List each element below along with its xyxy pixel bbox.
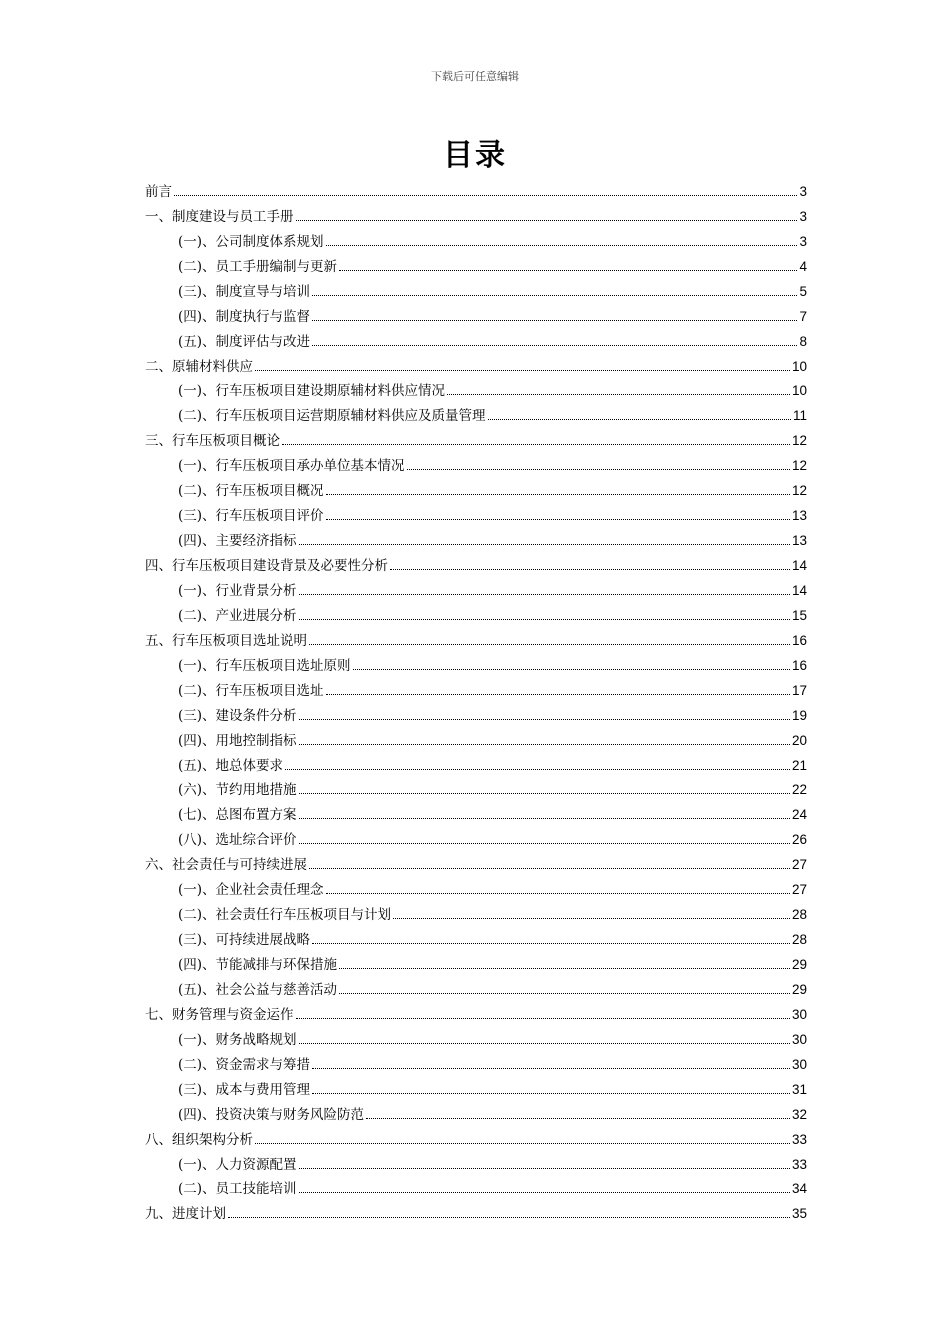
- toc-entry-section[interactable]: [145, 674, 807, 699]
- toc-entry-label: (三)、建设条件分析: [178, 707, 297, 724]
- toc-entry-page-number: 20: [791, 732, 807, 748]
- toc-entry-section[interactable]: [145, 250, 807, 275]
- toc-dot-leader: [339, 993, 790, 994]
- toc-dot-leader: [228, 1217, 790, 1218]
- toc-entry-page-number: 35: [791, 1206, 807, 1222]
- toc-entry-page-number: 10: [791, 358, 807, 374]
- toc-entry-section[interactable]: [145, 1073, 807, 1098]
- toc-entry-page-number: 14: [791, 558, 807, 573]
- toc-dot-leader: [299, 619, 790, 620]
- toc-entry-page-number: 28: [791, 907, 807, 923]
- toc-entry-label: (三)、成本与费用管理: [178, 1081, 311, 1098]
- toc-entry-label: (五)、社会公益与慈善活动: [178, 981, 338, 998]
- toc-entry-page-number: 10: [791, 383, 807, 399]
- toc-entry-label: (一)、行车压板项目选址原则: [178, 657, 351, 674]
- toc-entry-label: (二)、社会责任行车压板项目与计划: [178, 907, 392, 924]
- toc-dot-leader: [255, 370, 790, 371]
- toc-entry-label: (一)、行车压板项目承办单位基本情况: [178, 458, 405, 475]
- toc-entry-chapter[interactable]: [145, 1123, 807, 1148]
- toc-entry-chapter[interactable]: [145, 175, 807, 200]
- toc-entry-label: (四)、节能减排与环保措施: [178, 957, 338, 973]
- toc-entry-section[interactable]: [145, 1098, 807, 1123]
- toc-entry-section[interactable]: [145, 325, 807, 350]
- toc-entry-section[interactable]: [145, 474, 807, 499]
- toc-dot-leader: [299, 594, 790, 595]
- toc-entry-label: (二)、行车压板项目选址: [178, 682, 324, 699]
- toc-entry-label: (一)、行业背景分析: [178, 582, 297, 599]
- toc-dot-leader: [488, 419, 791, 420]
- toc-entry-label: (二)、员工技能培训: [178, 1181, 297, 1198]
- toc-entry-label: (三)、制度宣导与培训: [178, 283, 311, 300]
- toc-entry-page-number: 3: [799, 233, 807, 249]
- toc-entry-page-number: 30: [791, 1031, 807, 1047]
- toc-entry-section[interactable]: [145, 499, 807, 524]
- toc-dot-leader: [296, 1018, 790, 1019]
- toc-entry-chapter[interactable]: [145, 624, 807, 649]
- toc-entry-section[interactable]: [145, 375, 807, 400]
- toc-entry-label: (二)、行车压板项目运营期原辅材料供应及质量管理: [178, 408, 486, 425]
- toc-dot-leader: [326, 694, 790, 695]
- toc-dot-leader: [285, 769, 790, 770]
- toc-entry-label: (一)、行车压板项目建设期原辅材料供应情况: [178, 383, 446, 400]
- toc-dot-leader: [312, 295, 797, 296]
- toc-entry-section[interactable]: [145, 1023, 807, 1048]
- toc-entry-section[interactable]: [145, 574, 807, 599]
- toc-entry-page-number: 29: [791, 981, 807, 997]
- toc-entry-section[interactable]: [145, 798, 807, 823]
- toc-entry-chapter[interactable]: [145, 549, 807, 574]
- toc-entry-chapter[interactable]: [145, 424, 807, 449]
- toc-dot-leader: [299, 544, 790, 545]
- toc-dot-leader: [309, 868, 790, 869]
- toc-entry-label: (一)、企业社会责任理念: [178, 882, 324, 899]
- toc-entry-section[interactable]: [145, 524, 807, 549]
- toc-entry-section[interactable]: [145, 923, 807, 948]
- toc-entry-page-number: 30: [791, 1056, 807, 1072]
- toc-dot-leader: [299, 843, 790, 844]
- toc-entry-label: 四、行车压板项目建设背景及必要性分析: [145, 558, 388, 574]
- toc-dot-leader: [299, 719, 790, 720]
- toc-dot-leader: [326, 519, 790, 520]
- toc-entry-page-number: 12: [791, 433, 807, 449]
- toc-entry-page-number: 4: [799, 258, 807, 274]
- toc-entry-section[interactable]: [145, 724, 807, 749]
- header-note: 下载后可任意编辑: [431, 70, 519, 83]
- toc-entry-page-number: 12: [791, 483, 807, 499]
- toc-entry-label: (二)、员工手册编制与更新: [178, 258, 338, 275]
- toc-entry-page-number: 31: [791, 1081, 807, 1097]
- toc-entry-page-number: 29: [791, 957, 807, 972]
- toc-entry-label: (六)、节约用地措施: [178, 782, 297, 799]
- toc-entry-section[interactable]: [145, 399, 807, 424]
- toc-entry-label: (一)、人力资源配置: [178, 1156, 297, 1173]
- toc-entry-label: (四)、投资决策与财务风险防范: [178, 1106, 365, 1123]
- toc-entry-page-number: 33: [791, 1131, 807, 1147]
- toc-dot-leader: [312, 1093, 790, 1094]
- toc-entry-page-number: 5: [799, 283, 807, 299]
- toc-entry-label: (三)、行车压板项目评价: [178, 508, 324, 525]
- toc-entry-section[interactable]: [145, 749, 807, 774]
- toc-entry-chapter[interactable]: [145, 998, 807, 1023]
- toc-entry-chapter[interactable]: [145, 350, 807, 375]
- toc-entry-section[interactable]: [145, 873, 807, 898]
- toc-entry-section[interactable]: [145, 300, 807, 325]
- toc-entry-label: (五)、制度评估与改进: [178, 333, 311, 350]
- toc-entry-page-number: 34: [791, 1181, 807, 1197]
- toc-dot-leader: [407, 469, 790, 470]
- toc-entry-label: 五、行车压板项目选址说明: [145, 632, 307, 649]
- toc-entry-section[interactable]: [145, 1048, 807, 1073]
- toc-entry-label: 八、组织架构分析: [145, 1131, 253, 1148]
- toc-entry-section[interactable]: [145, 275, 807, 300]
- toc-entry-page-number: 19: [791, 707, 807, 723]
- toc-entry-section[interactable]: [145, 699, 807, 724]
- toc-dot-leader: [299, 1192, 790, 1193]
- toc-entry-page-number: 27: [791, 882, 807, 898]
- toc-entry-chapter[interactable]: [145, 848, 807, 873]
- toc-entry-page-number: 13: [791, 508, 807, 524]
- toc-entry-page-number: 11: [792, 408, 807, 424]
- toc-dot-leader: [282, 444, 790, 445]
- toc-entry-label: (二)、资金需求与筹措: [178, 1056, 311, 1073]
- toc-entry-section[interactable]: [145, 1173, 807, 1198]
- toc-dot-leader: [312, 345, 797, 346]
- toc-dot-leader: [393, 918, 790, 919]
- toc-entry-label: 九、进度计划: [145, 1206, 226, 1223]
- toc-entry-label: 二、原辅材料供应: [145, 358, 253, 375]
- toc-entry-section[interactable]: [145, 973, 807, 998]
- toc-entry-page-number: 26: [791, 832, 807, 848]
- toc-dot-leader: [299, 793, 790, 794]
- toc-dot-leader: [339, 270, 797, 271]
- toc-entry-page-number: 33: [791, 1156, 807, 1172]
- toc-entry-page-number: 16: [791, 657, 807, 673]
- toc-dot-leader: [326, 245, 798, 246]
- toc-entry-section[interactable]: [145, 449, 807, 474]
- toc-dot-leader: [353, 669, 790, 670]
- toc-entry-page-number: 8: [799, 333, 807, 349]
- toc-entry-label: (二)、行车压板项目概况: [178, 483, 324, 500]
- toc-entry-section[interactable]: [145, 774, 807, 799]
- toc-dot-leader: [296, 220, 798, 221]
- toc-entry-section[interactable]: [145, 225, 807, 250]
- toc-entry-section[interactable]: [145, 898, 807, 923]
- toc-entry-label: (八)、选址综合评价: [178, 832, 297, 849]
- toc-dot-leader: [299, 1168, 790, 1169]
- toc-entry-section[interactable]: [145, 823, 807, 848]
- toc-dot-leader: [390, 569, 790, 570]
- toc-dot-leader: [312, 320, 797, 321]
- toc-entry-page-number: 17: [791, 682, 807, 698]
- toc-entry-section[interactable]: [145, 599, 807, 624]
- toc-entry-page-number: 15: [791, 607, 807, 623]
- toc-title: 目录: [443, 138, 507, 173]
- toc-dot-leader: [326, 893, 790, 894]
- toc-dot-leader: [312, 1068, 790, 1069]
- toc-entry-label: (七)、总图布置方案: [178, 807, 297, 824]
- toc-entry-page-number: 27: [791, 857, 807, 873]
- toc-entry-label: 前言: [145, 183, 172, 200]
- toc-entry-label: 三、行车压板项目概论: [145, 433, 280, 450]
- toc-dot-leader: [339, 968, 790, 969]
- toc-entry-page-number: 32: [791, 1106, 807, 1122]
- toc-entry-chapter[interactable]: [145, 1197, 807, 1222]
- toc-entry-page-number: 13: [791, 533, 807, 549]
- toc-entry-label: 一、制度建设与员工手册: [145, 208, 294, 225]
- toc-entry-section[interactable]: [145, 649, 807, 674]
- toc-entry-page-number: 16: [791, 632, 807, 648]
- toc-entry-page-number: 12: [791, 458, 807, 474]
- toc-entry-label: (二)、产业进展分析: [178, 607, 297, 624]
- toc-entry-label: (三)、可持续进展战略: [178, 932, 311, 949]
- toc-entry-page-number: 30: [791, 1006, 807, 1022]
- toc-entry-label: (一)、公司制度体系规划: [178, 233, 324, 250]
- toc-entry-page-number: 24: [791, 807, 807, 823]
- toc-dot-leader: [312, 943, 790, 944]
- table-of-contents: [145, 175, 807, 1222]
- toc-entry-section[interactable]: [145, 948, 807, 973]
- toc-entry-page-number: 7: [799, 308, 807, 324]
- toc-dot-leader: [174, 195, 797, 196]
- toc-dot-leader: [447, 394, 790, 395]
- toc-entry-page-number: 3: [799, 183, 807, 199]
- toc-entry-label: (四)、主要经济指标: [178, 533, 297, 550]
- toc-entry-label: 七、财务管理与资金运作: [145, 1006, 294, 1023]
- toc-entry-label: (四)、用地控制指标: [178, 732, 297, 749]
- toc-dot-leader: [366, 1118, 790, 1119]
- toc-entry-label: (一)、财务战略规划: [178, 1031, 297, 1048]
- toc-entry-section[interactable]: [145, 1148, 807, 1173]
- toc-dot-leader: [299, 744, 790, 745]
- toc-dot-leader: [299, 818, 790, 819]
- toc-entry-label: (五)、地总体要求: [178, 757, 284, 774]
- toc-entry-page-number: 21: [791, 757, 807, 773]
- toc-dot-leader: [299, 1043, 790, 1044]
- toc-entry-label: (四)、制度执行与监督: [178, 308, 311, 325]
- toc-entry-chapter[interactable]: [145, 200, 807, 225]
- toc-dot-leader: [255, 1143, 790, 1144]
- toc-entry-page-number: 3: [799, 208, 807, 224]
- toc-entry-page-number: 14: [791, 582, 807, 598]
- toc-entry-page-number: 22: [791, 782, 807, 798]
- toc-entry-label: 六、社会责任与可持续进展: [145, 857, 307, 874]
- toc-entry-page-number: 28: [791, 932, 807, 948]
- toc-dot-leader: [326, 494, 790, 495]
- toc-dot-leader: [309, 644, 790, 645]
